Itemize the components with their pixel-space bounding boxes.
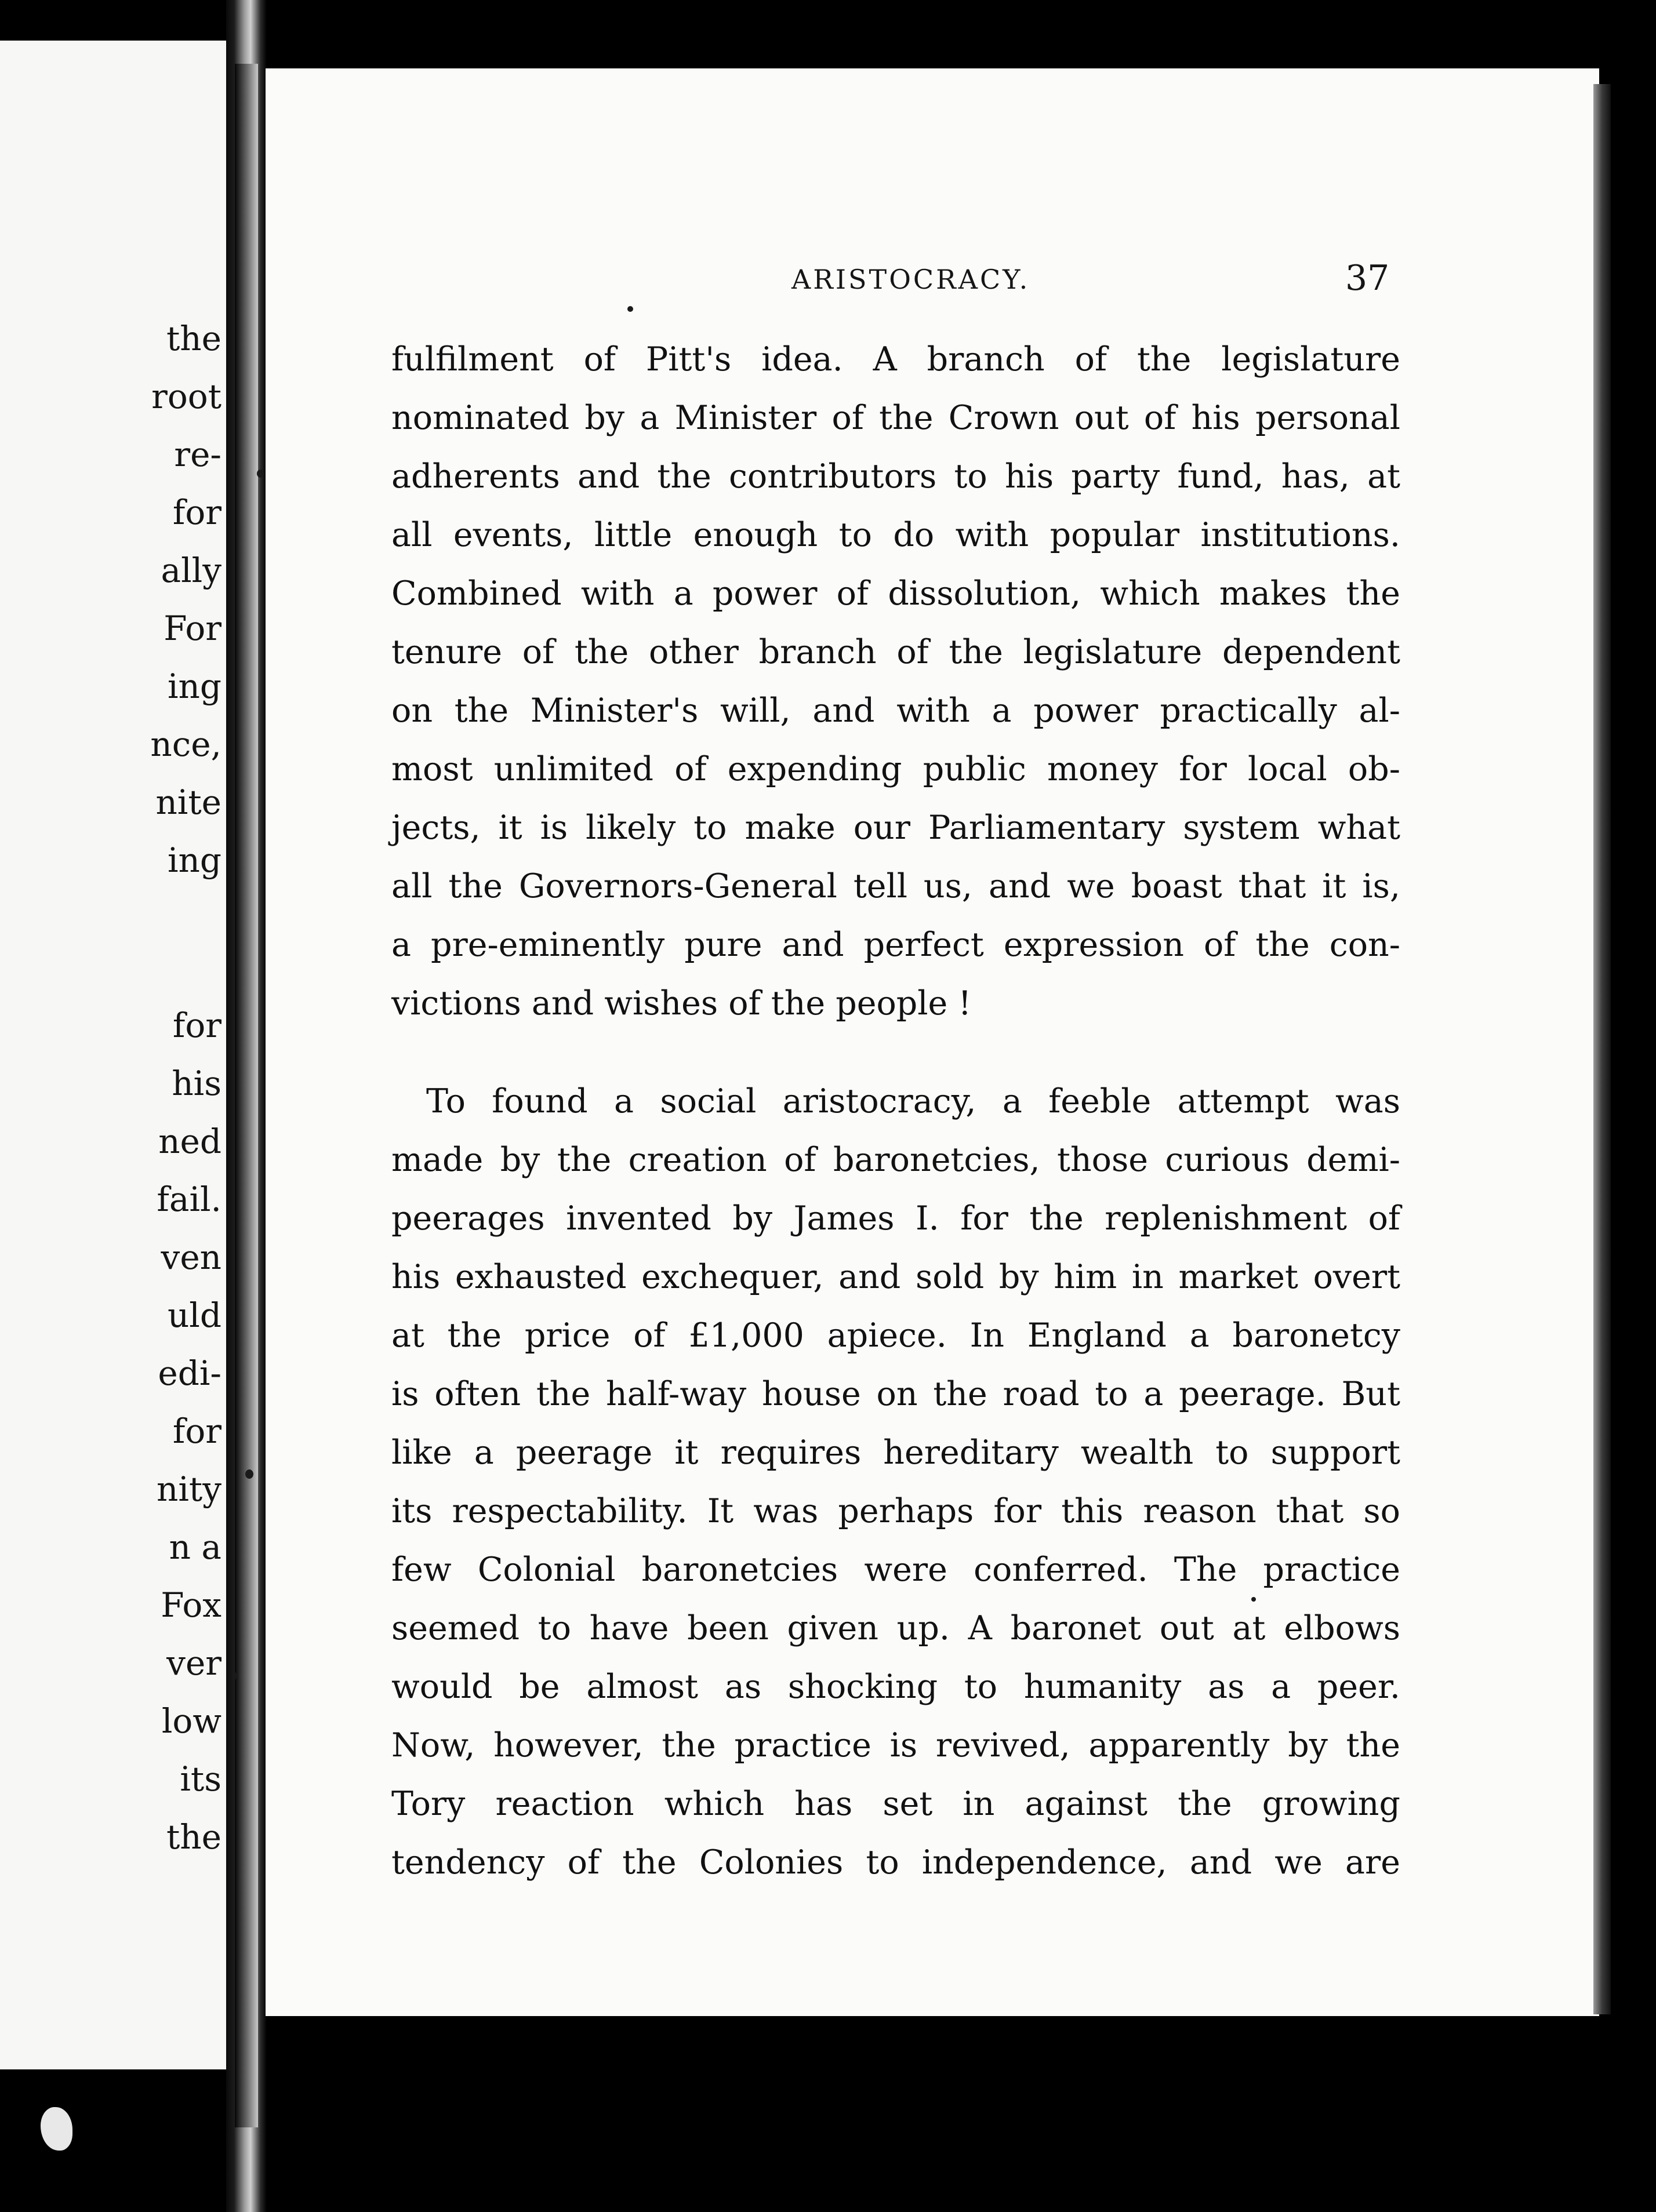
- left-fragment: edi-: [158, 1354, 221, 1393]
- text-line: made by the creation of baronetcies, those curious demi-: [391, 1141, 1400, 1179]
- running-head: ARISTOCRACY.: [791, 264, 1030, 295]
- left-fragment: for: [172, 493, 221, 532]
- left-fragment: nite: [155, 783, 221, 822]
- text-line: his exhausted exchequer, and sold by him in market overt: [391, 1258, 1400, 1296]
- left-fragment: n a: [169, 1527, 221, 1567]
- text-line: Now, however, the practice is revived, apparently by the: [391, 1726, 1400, 1764]
- ink-speck: [627, 306, 633, 312]
- left-fragment: Fox: [161, 1585, 221, 1625]
- text-line: Combined with a power of dissolution, which makes the: [391, 574, 1400, 613]
- text-line: tendency of the Colonies to independence, and we are: [391, 1843, 1400, 1882]
- text-line: tenure of the other branch of the legislature dependent: [391, 633, 1400, 671]
- text-line: a pre-eminently pure and perfect expression of the con-: [391, 926, 1400, 964]
- left-fragment: For: [164, 609, 221, 648]
- text-line: peerages invented by James I. for the replenishment of: [391, 1199, 1400, 1238]
- ink-speck: [245, 1469, 253, 1479]
- left-fragment: nity: [157, 1469, 221, 1509]
- text-line: adherents and the contributors to his party fund, has, at: [391, 457, 1400, 496]
- spine-shadow: [235, 64, 258, 2127]
- ink-speck: [1251, 1597, 1256, 1602]
- page-edge-shadow: [1593, 84, 1611, 2014]
- left-fragment: uld: [167, 1296, 221, 1335]
- left-fragment: for: [172, 1006, 221, 1045]
- left-fragment: the: [166, 1817, 221, 1857]
- previous-page-fragment: [0, 41, 238, 2069]
- left-fragment: nce,: [150, 725, 221, 764]
- left-fragment: fail.: [157, 1180, 221, 1219]
- left-fragment: the: [166, 319, 221, 358]
- text-line: on the Minister's will, and with a power practically al-: [391, 692, 1400, 730]
- text-line: its respectability. It was perhaps for this reason that so: [391, 1492, 1400, 1530]
- left-fragment: for: [172, 1411, 221, 1451]
- left-fragment: root: [151, 377, 221, 416]
- left-fragment: his: [172, 1064, 221, 1103]
- left-fragment: ven: [161, 1238, 221, 1277]
- left-fragment: its: [180, 1759, 221, 1799]
- text-line: would be almost as shocking to humanity as a peer.: [391, 1668, 1400, 1706]
- text-line: To found a social aristocracy, a feeble attempt was: [426, 1082, 1400, 1120]
- text-line: all events, little enough to do with popular institutions.: [391, 516, 1400, 554]
- left-fragment: ing: [167, 841, 221, 880]
- left-fragment: low: [161, 1701, 221, 1741]
- text-line: fulfilment of Pitt's idea. A branch of the legislature: [391, 340, 1400, 379]
- left-fragment: ing: [167, 667, 221, 706]
- text-line: at the price of £1,000 apiece. In England a baronetcy: [391, 1316, 1400, 1355]
- text-line: like a peerage it requires hereditary wealth to support: [391, 1434, 1400, 1472]
- left-fragment: ver: [166, 1643, 221, 1683]
- text-line: victions and wishes of the people !: [391, 984, 972, 1023]
- page-number: 37: [1345, 258, 1390, 299]
- text-line: nominated by a Minister of the Crown out of his personal: [391, 399, 1400, 437]
- text-line: jects, it is likely to make our Parliamentary system what: [391, 809, 1400, 847]
- left-fragment: re-: [174, 435, 221, 474]
- text-line: most unlimited of expending public money for local ob-: [391, 750, 1400, 788]
- scan-blemish: [41, 2107, 72, 2151]
- text-line: Tory reaction which has set in against the growing: [391, 1785, 1400, 1823]
- text-line: seemed to have been given up. A baronet out at elbows: [391, 1609, 1400, 1647]
- left-fragment: ally: [161, 551, 221, 590]
- text-line: is often the half-way house on the road to a peerage. But: [391, 1375, 1400, 1413]
- text-line: few Colonial baronetcies were conferred. The practice: [391, 1551, 1400, 1589]
- ink-speck: [232, 1672, 237, 1679]
- left-fragment: ned: [158, 1122, 221, 1161]
- ink-speck: [257, 470, 264, 478]
- text-line: all the Governors-General tell us, and we boast that it is,: [391, 867, 1400, 905]
